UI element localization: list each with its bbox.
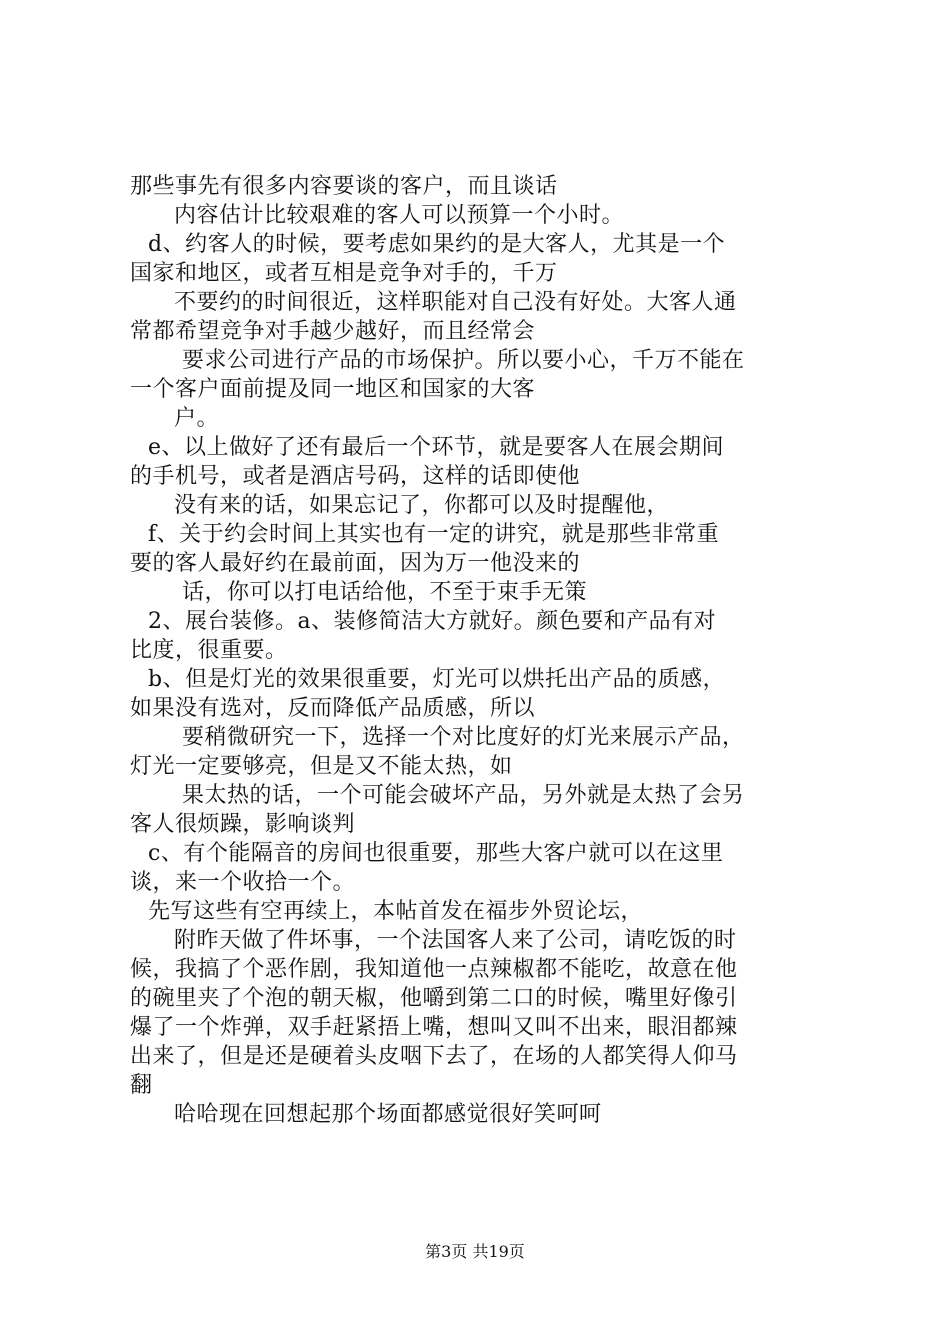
text-line: 的手机号，或者是酒店号码，这样的话即使他	[130, 464, 581, 489]
text-line: e、以上做好了还有最后一个环节，就是要客人在展会期间	[148, 435, 725, 460]
text-line: 不要约的时间很近，这样职能对自己没有好处。大客人通	[174, 290, 737, 315]
text-line: 谈，来一个收拾一个。	[130, 870, 356, 895]
text-line: 客人很烦躁，影响谈判	[130, 812, 356, 837]
text-line: d、约客人的时候，要考虑如果约的是大客人，尤其是一个	[148, 232, 726, 257]
document-body	[130, 172, 830, 1129]
text-line: 候，我搞了个恶作剧，我知道他一点辣椒都不能吃，故意在他	[130, 957, 738, 982]
text-line: 灯光一定要够亮，但是又不能太热，如	[130, 754, 513, 779]
text-line: 户。	[174, 406, 220, 431]
text-line: 话，你可以打电话给他，不至于束手无策	[182, 580, 588, 605]
text-line: 常都希望竞争对手越少越好，而且经常会	[130, 319, 536, 344]
text-line: b、但是灯光的效果很重要，灯光可以烘托出产品的质感，	[148, 667, 726, 692]
text-line: 爆了一个炸弹，双手赶紧捂上嘴，想叫又叫不出来，眼泪都辣	[130, 1015, 738, 1040]
text-line: 要求公司进行产品的市场保护。所以要小心，千万不能在	[182, 348, 745, 373]
text-line: 内容估计比较艰难的客人可以预算一个小时。	[174, 203, 625, 228]
text-line: 比度，很重要。	[130, 638, 288, 663]
text-line: 如果没有选对，反而降低产品质感，所以	[130, 696, 536, 721]
text-line: 没有来的话，如果忘记了，你都可以及时提醒他，	[174, 493, 670, 518]
text-line: 出来了，但是还是硬着头皮咽下去了，在场的人都笑得人仰马	[130, 1044, 738, 1069]
text-line: 一个客户面前提及同一地区和国家的大客	[130, 377, 536, 402]
text-line: 附昨天做了件坏事，一个法国客人来了公司，请吃饭的时	[174, 928, 737, 953]
text-line: 先写这些有空再续上，本帖首发在福步外贸论坛，	[148, 899, 644, 924]
text-line: 要稍微研究一下，选择一个对比度好的灯光来展示产品，	[182, 725, 745, 750]
text-line: c、有个能隔音的房间也很重要，那些大客户就可以在这里	[148, 841, 724, 866]
text-line: 要的客人最好约在最前面，因为万一他没来的	[130, 551, 581, 576]
text-line: 哈哈现在回想起那个场面都感觉很好笑呵呵	[174, 1102, 602, 1127]
text-line: 国家和地区，或者互相是竞争对手的，千万	[130, 261, 558, 286]
text-line: 2、展台装修。a、装修简洁大方就好。颜色要和产品有对	[148, 609, 717, 634]
text-line: 那些事先有很多内容要谈的客户，而且谈话	[130, 174, 558, 199]
text-line: f、关于约会时间上其实也有一定的讲究，就是那些非常重	[148, 522, 720, 547]
page-number-footer: 第3页 共19页	[425, 1242, 525, 1261]
text-line: 翻	[130, 1073, 153, 1098]
text-line: 的碗里夹了个泡的朝天椒，他嚼到第二口的时候，嘴里好像引	[130, 986, 738, 1011]
text-line: 果太热的话，一个可能会破坏产品，另外就是太热了会另	[182, 783, 745, 808]
